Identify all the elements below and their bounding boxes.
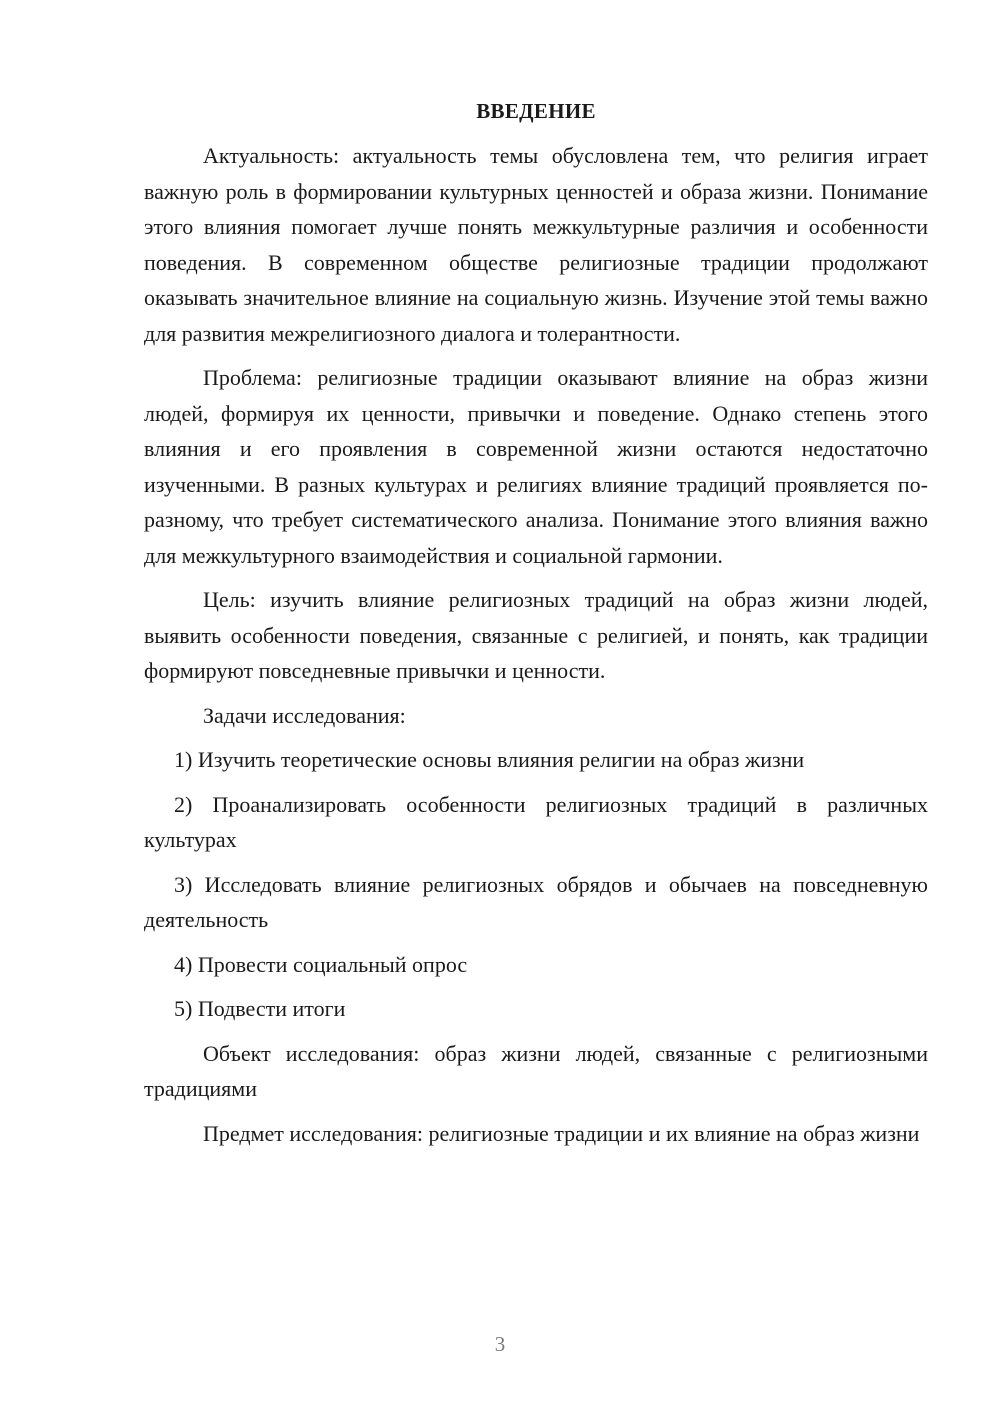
goal-paragraph: Цель: изучить влияние религиозных традиций на образ жизни людей, выявить особенности поведения, связанные с религией, и понять, как традиции формируют повседневные привычки и ценности.: [144, 587, 928, 683]
task-item: 2) Проанализировать особенности религиозных традиций в различных культурах: [144, 791, 928, 852]
relevance-paragraph: Актуальность: актуальность темы обусловлена тем, что религия играет важную роль в формировании культурных ценностей и образа жизни. Понимание этого влияния помогает лучше понять межкультурные различия и особенности поведения. В современном обществе религиозные традиции продолжают оказывать значительное влияние на социальную жизнь. Изучение этой темы важно для развития межрелигиозного диалога и толерантности.: [144, 143, 928, 346]
task-item: 1) Изучить теоретические основы влияния религии на образ жизни: [174, 747, 805, 772]
tasks-list: [144, 742, 928, 1027]
page-number: 3: [494, 1332, 506, 1356]
task-item: 4) Провести социальный опрос: [174, 951, 468, 977]
tasks-heading: Задачи исследования:: [203, 702, 406, 728]
task-item: 5) Подвести итоги: [174, 996, 346, 1021]
problem-paragraph: Проблема: религиозные традиции оказывают влияние на образ жизни людей, формируя их ценности, привычки и поведение. Однако степень этого влияния и его проявления в современной жизни остаются недостаточно изученными. В разных культурах и религиях влияние традиций проявляется по-разному, что требует систематического анализа. Понимание этого влияния важно для межкультурного взаимодействия и социальной гармонии.: [144, 365, 928, 568]
subject-paragraph: Предмет исследования: религиозные традиции и их влияние на образ жизни: [203, 1120, 920, 1146]
object-paragraph: Объект исследования: образ жизни людей, связанные с религиозными традициями: [144, 1040, 928, 1101]
task-item: 3) Исследовать влияние религиозных обрядов и обычаев на повседневную деятельность: [144, 871, 928, 932]
section-title: ВВЕДЕНИЕ: [476, 99, 596, 123]
document-page: [144, 96, 928, 1160]
